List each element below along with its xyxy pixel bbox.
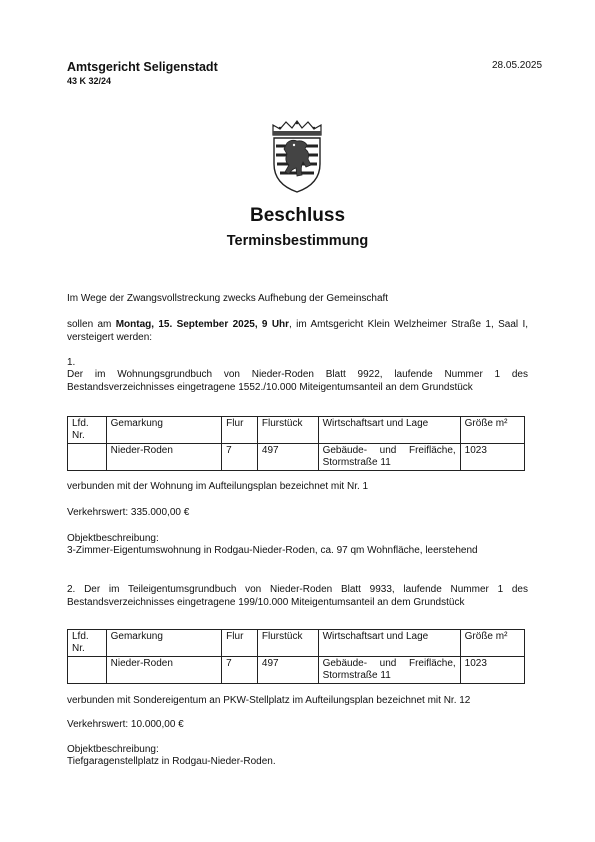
header-flur: Flur [222, 417, 258, 444]
header-lfd-nr: Lfd. Nr. [68, 417, 107, 444]
header-gemarkung: Gemarkung [106, 417, 222, 444]
item-2-linked: verbunden mit Sondereigentum an PKW-Stellplatz im Aufteilungsplan bezeichnet mit Nr. 12 [67, 695, 471, 706]
cell-flurstueck: 497 [257, 444, 318, 471]
item-2-text: 2. Der im Teileigentumsgrundbuch von Nieder-Roden Blatt 9933, laufende Nummer 1 des Bestandsverzeichnisses eingetragene 199/10.000 Miteigentumsanteil an dem Grundstück [67, 584, 528, 608]
item-1-linked: verbunden mit der Wohnung im Aufteilungsplan bezeichnet mit Nr. 1 [67, 481, 369, 492]
cell-flur: 7 [222, 657, 258, 684]
header-lfd-nr: Lfd. Nr. [68, 630, 107, 657]
header-wirtschaftsart: Wirtschaftsart und Lage [318, 417, 460, 444]
header-flur: Flur [222, 630, 258, 657]
intro-text: Im Wege der Zwangsvollstreckung zwecks Aufhebung der Gemeinschaft [67, 293, 389, 304]
cell-gemarkung: Nieder-Roden [106, 444, 222, 471]
header-groesse: Größe m² [460, 417, 524, 444]
header-groesse: Größe m² [460, 630, 524, 657]
cell-flurstueck: 497 [257, 657, 318, 684]
page-title: Beschluss [249, 205, 346, 226]
auction-prefix: sollen am [67, 319, 116, 330]
header-gemarkung: Gemarkung [106, 630, 222, 657]
table-row [68, 657, 525, 684]
item-2-desc-label: Objektbeschreibung: [67, 744, 159, 755]
cell-flur: 7 [222, 444, 258, 471]
cell-lage: Gebäude- und Freifläche, Stormstraße 11 [318, 657, 460, 684]
item-1-desc-label: Objektbeschreibung: [67, 533, 159, 544]
table-row [68, 444, 525, 471]
hesse-coat-of-arms-icon [267, 119, 327, 194]
item-2-desc: Tiefgaragenstellplatz in Rodgau-Nieder-Roden. [67, 756, 276, 767]
item-1-desc: 3-Zimmer-Eigentumswohnung in Rodgau-Nieder-Roden, ca. 97 qm Wohnfläche, leerstehend [67, 545, 478, 556]
file-number: 43 K 32/24 [67, 76, 112, 86]
auction-suffix: , im Amtsgericht Klein Welzheimer Straße 1, Saal I, versteigert werden: [67, 319, 529, 343]
item-1-value: Verkehrswert: 335.000,00 € [67, 507, 190, 518]
document-date: 28.05.2025 [492, 60, 543, 71]
cell-groesse: 1023 [460, 657, 524, 684]
table-header-row [68, 630, 525, 657]
cell-lage: Gebäude- und Freifläche, Stormstraße 11 [318, 444, 460, 471]
item-1-number: 1. [67, 357, 76, 368]
item-2-value: Verkehrswert: 10.000,00 € [67, 719, 184, 730]
header-flurstueck: Flurstück [257, 417, 318, 444]
court-name: Amtsgericht Seligenstadt [67, 60, 218, 74]
auction-notice [67, 319, 528, 344]
plot-table-2 [67, 629, 525, 684]
page-subtitle: Terminsbestimmung [226, 233, 369, 249]
cell-lfd [68, 657, 107, 684]
cell-gemarkung: Nieder-Roden [106, 657, 222, 684]
auction-date: Montag, 15. September 2025, 9 Uhr [115, 319, 290, 330]
item-1-text: Der im Wohnungsgrundbuch von Nieder-Roden Blatt 9922, laufende Nummer 1 des Bestandsverzeichnisses eingetragene 1552./10.000 Miteigentumsanteil an dem Grundstück [67, 369, 528, 393]
plot-table-1 [67, 416, 525, 471]
cell-lfd [68, 444, 107, 471]
header-flurstueck: Flurstück [257, 630, 318, 657]
table-header-row [68, 417, 525, 444]
cell-groesse: 1023 [460, 444, 524, 471]
header-wirtschaftsart: Wirtschaftsart und Lage [318, 630, 460, 657]
